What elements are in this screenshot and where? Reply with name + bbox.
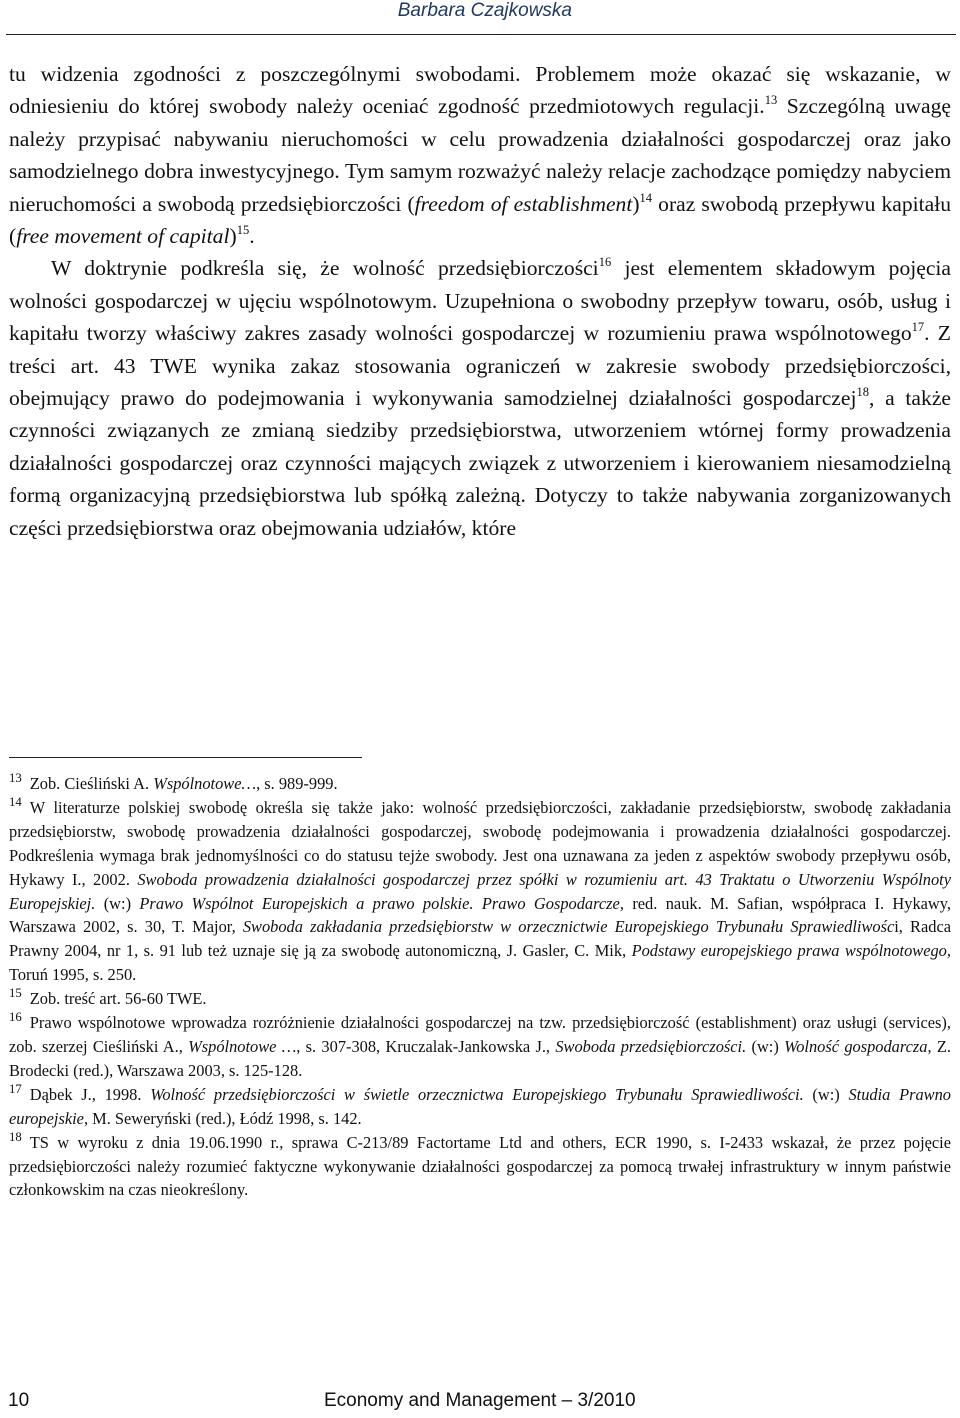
footnote-ref-14[interactable]: 14 xyxy=(639,190,653,205)
footnote-separator xyxy=(9,757,362,758)
footnote-16: $^{16}$ Prawo wspólnotowe wprowadza rozróżnienie działalności gospodarczej na tzw. przedsiębiorczość (establishment) oraz usługi (services), zob. szerzej Cieśliński A., Wspólnotowe …, s. 307-308, Kruczalak-Jankowska J., Swoboda przedsiębiorczości. (w:) Wolność gospodarcza, Z. Brodecki (red.), Warszawa 2003, s. 125-128. xyxy=(9,1010,951,1080)
main-text xyxy=(9,58,951,544)
footnote-17: $^{17}$ Dąbek J., 1998. Wolność przedsiębiorczości w świetle orzecznictwa Europejskiego Trybunału Sprawiedliwości. (w:) Studia Prawno europejskie, M. Seweryński (red.), Łódź 1998, s. 142. xyxy=(9,1081,951,1128)
footnote-ref-18[interactable]: 18 xyxy=(856,385,869,400)
footnote-ref-15[interactable]: 15 xyxy=(236,223,250,238)
footnotes xyxy=(9,772,951,1202)
running-header-author: Barbara Czajkowska xyxy=(397,0,572,21)
footnote-14: $^{14}$ W literaturze polskiej swobodę określa się także jako: wolność przedsiębiorczości, zakładanie przedsiębiorstw, swobodę zakładania przedsiębiorstw, swobodę prowadzenia działalności gospodarczej, swobodę podejmowania i prowadzenia działalności gospodarczej. Podkreślenia wymaga brak jednomyślności co do statusu tejże swobody. Jest ona uznawana za jeden z aspektów swobody przepływu osób, Hykawy I., 2002. Swoboda prowadzenia działalności gospodarczej przez spółki w rozumieniu art. 43 Traktatu o Utworzeniu Wspólnoty Europejskiej. (w:) Prawo Wspólnot Europejskich a prawo polskie. Prawo Gospodarcze, red. nauk. M. Safian, współpraca I. Hykawy, Warszawa 2002, s. 30, T. Major, Swoboda zakładania przedsiębiorstw w orzecznictwie Europejskiego Trybunału Sprawiedliwości, Radca Prawny 2004, nr 1, s. 91 lub też uznaje się ją za swobodę autonomiczną, J. Gasler, C. Mik, Podstawy europejskiego prawa wspólnotowego, Toruń 1995, s. 250. xyxy=(9,794,951,985)
paragraph-1: tu widzenia zgodności z poszczególnymi swobodami. Problemem może okazać się wskazanie, w odniesieniu do której swobody należy oceniać zgodność przedmiotowych regulacji.$^{13}$ Szczególną uwagę należy przypisać nabywaniu nieruchomości w celu prowadzenia działalności gospodarczej oraz jako samodzielnego dobra inwestycyjnego. Tym samym rozważyć należy relacje zachodzące pomiędzy nabyciem nieruchomości a swobodą przedsiębiorczości (freedom of establishment)$^{14}$ oraz swobodą przepływu kapitału (free movement of capital)$^{15}$. xyxy=(9,62,951,249)
footnote-ref-13[interactable]: 13 xyxy=(764,93,778,108)
page-footer xyxy=(8,1390,648,1412)
footnote-ref-17[interactable]: 17 xyxy=(911,320,925,335)
paragraph-2: W doktrynie podkreśla się, że wolność przedsiębiorczości$^{16}$ jest elementem składowym pojęcia wolności gospodarczej w ujęciu wspólnotowym. Uzupełniona o swobodny przepływ towaru, osób, usług i kapitału tworzy właściwy zakres zasady wolności gospodarczej w rozumieniu prawa wspólnotowego$^{17}$. Z treści art. 43 TWE wynika zakaz stosowania ograniczeń w zakresie swobody przedsiębiorczości, obejmujący prawo do podejmowania i wykonywania samodzielnej działalności gospodarczej$^{18}$, a także czynności związanych ze zmianą siedziby przedsiębiorstwa, utworzeniem wtórnej formy prowadzenia działalności gospodarczej oraz czynności mających związek z utworzeniem i kierowaniem niesamodzielną formą organizacyjną przedsiębiorstwa lub spółką zależną. Dotyczy to także nabywania zorganizowanych części przedsiębiorstwa oraz obejmowania udziałów, które xyxy=(9,255,952,540)
footnote-18: $^{18}$ TS w wyroku z dnia 19.06.1990 r., sprawa C-213/89 Factortame Ltd and others, ECR 1990, s. I-2433 wskazał, że przez pojęcie przedsiębiorczości należy rozumieć faktyczne wykonywanie działalności gospodarczej za pomocą trwałej infrastruktury w innym państwie członkowskim na czas nieokreślony. xyxy=(9,1129,951,1200)
footnote-ref-16[interactable]: 16 xyxy=(598,255,612,270)
footnote-13: $^{13}$ Zob. Cieśliński A. Wspólnotowe…, s. 989-999. xyxy=(9,770,338,793)
journal-title: Economy and Management – 3/2010 xyxy=(324,1390,636,1411)
page-number: 10 xyxy=(8,1390,30,1411)
header-rule xyxy=(6,34,956,35)
footnote-15: $^{15}$ Zob. treść art. 56-60 TWE. xyxy=(9,986,207,1009)
